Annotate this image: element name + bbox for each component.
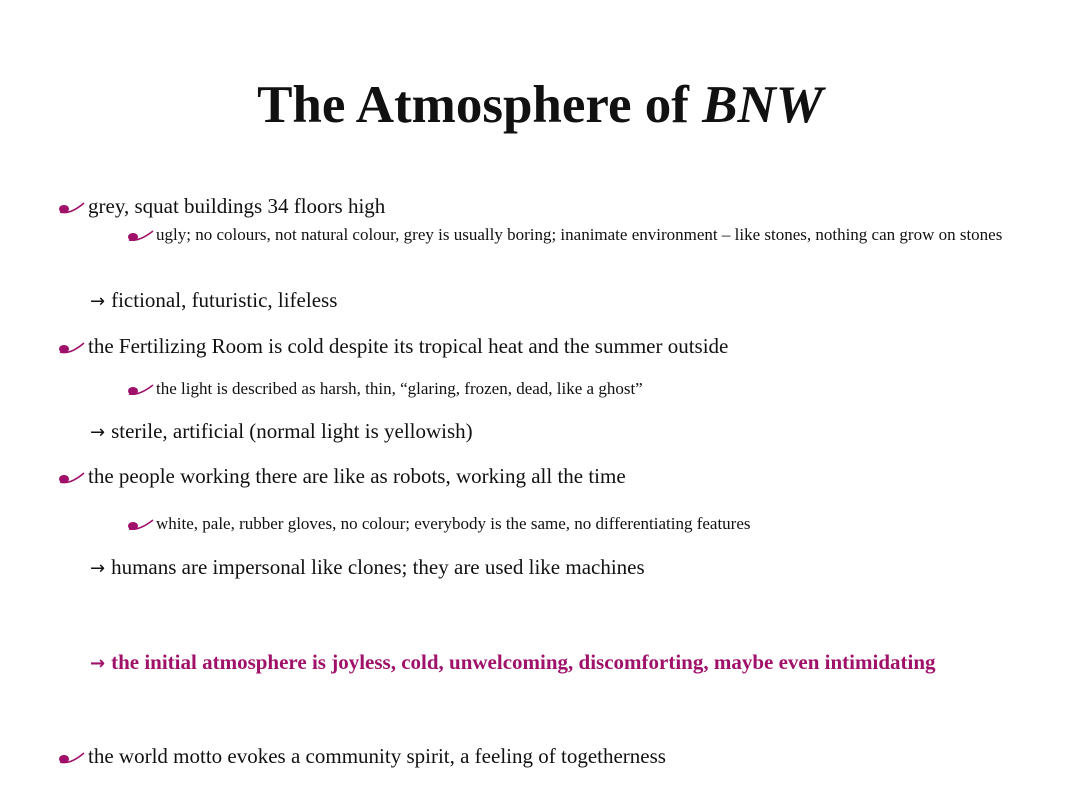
title-main: The Atmosphere of [257, 76, 703, 134]
swoosh-bullet-icon [56, 341, 86, 355]
right-arrow-icon: → [90, 422, 106, 443]
sub-bullet-3 [124, 512, 751, 536]
arrow-text: humans are impersonal like clones; they are used like machines [111, 555, 645, 579]
swoosh-bullet-icon [56, 751, 86, 765]
right-arrow-icon: → [90, 558, 106, 579]
sub-bullet-1 [124, 223, 1024, 247]
sub-bullet-text: white, pale, rubber gloves, no colour; everybody is the same, no differentiating features [156, 514, 751, 533]
arrow-line-1 [90, 287, 337, 315]
conclusion-line [90, 649, 936, 677]
sub-bullet-2 [124, 377, 643, 401]
bullet-text: the Fertilizing Room is cold despite its tropical heat and the summer outside [88, 334, 729, 358]
slide-title [0, 70, 1080, 140]
arrow-line-2 [90, 418, 473, 446]
swoosh-bullet-icon [124, 384, 154, 396]
bullet-item-4 [56, 743, 666, 769]
bullet-item-1 [56, 193, 385, 219]
arrow-text: sterile, artificial (normal light is yellowish) [111, 419, 473, 443]
right-arrow-icon: → [90, 653, 106, 674]
right-arrow-icon: → [90, 291, 106, 312]
bullet-text: the world motto evokes a community spirit, a feeling of togetherness [88, 744, 666, 768]
swoosh-bullet-icon [124, 230, 154, 242]
sub-bullet-text: the light is described as harsh, thin, “glaring, frozen, dead, like a ghost” [156, 379, 643, 398]
bullet-text: grey, squat buildings 34 floors high [88, 194, 386, 218]
conclusion-text: the initial atmosphere is joyless, cold, unwelcoming, discomforting, maybe even intimidating [111, 650, 936, 674]
bullet-item-2 [56, 333, 728, 359]
bullet-text: the people working there are like as robots, working all the time [88, 464, 626, 488]
sub-bullet-text: ugly; no colours, not natural colour, grey is usually boring; inanimate environment – like stones, nothing can grow on stones [156, 225, 1003, 244]
bullet-item-3 [56, 463, 626, 489]
title-italic: BNW [702, 76, 823, 134]
arrow-text: fictional, futuristic, lifeless [111, 288, 338, 312]
swoosh-bullet-icon [56, 471, 86, 485]
swoosh-bullet-icon [124, 519, 154, 531]
arrow-line-3 [90, 554, 645, 582]
swoosh-bullet-icon [56, 201, 86, 215]
